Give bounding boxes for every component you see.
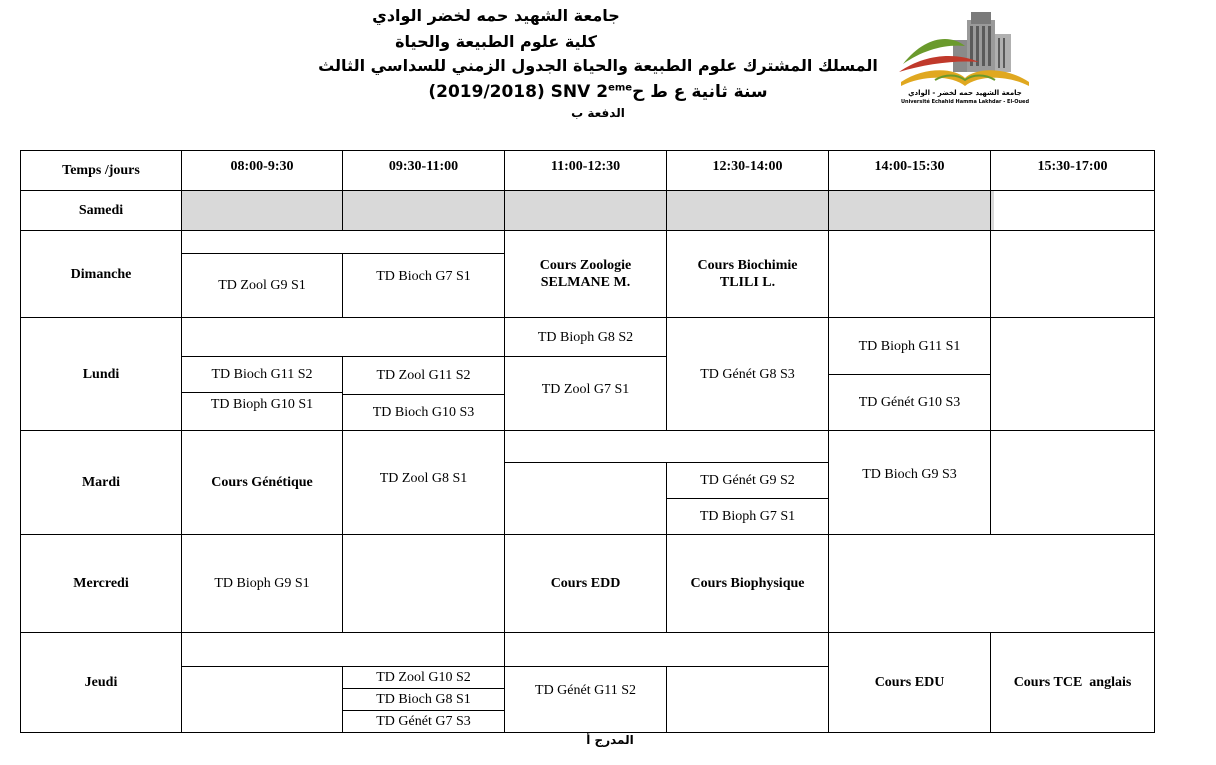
day-label-lundi: Lundi: [82, 366, 120, 382]
program-title: المسلك المشترك علوم الطبيعة والحياة الجدول الزمني للسداسي الثالث: [318, 56, 878, 75]
teacher-name: SELMANE M.: [540, 275, 631, 290]
lecture-cell: [667, 231, 828, 317]
course-title: Cours Biochimie: [697, 258, 798, 273]
grid-line: [1154, 150, 1155, 732]
faculty-name: كلية علوم الطبيعة والحياة: [395, 32, 597, 51]
time-header: 08:00-9:30: [230, 159, 294, 174]
university-logo: [895, 6, 1035, 106]
lecture-cell: Cours EDU: [874, 675, 945, 690]
session-cell: TD Bioph G8 S2: [537, 329, 634, 345]
session-cell: TD Zool G10 S2: [376, 670, 471, 685]
course-title: Cours Zoologie: [539, 258, 632, 273]
time-header: 14:00-15:30: [874, 159, 945, 174]
lecture-cell: Cours Biophysique: [690, 576, 805, 591]
session-cell: TD Zool G11 S2: [376, 368, 471, 383]
day-label-samedi: Samedi: [78, 203, 124, 218]
session-cell: TD Bioch G7 S1: [376, 269, 471, 284]
year-level: SNV 2eme: [550, 82, 633, 102]
session-cell: TD Génét G10 S3: [858, 395, 961, 410]
session-cell: TD Bioph G10 S1: [210, 396, 314, 412]
day-label-dimanche: Dimanche: [70, 266, 132, 282]
svg-text:Université Echahid Hamma Lakhd: Université Echahid Hamma Lakhdar - El-Oued: [900, 99, 1030, 105]
academic-year: (2019/2018): [428, 82, 545, 102]
session-cell: TD Génét G9 S2: [700, 473, 795, 488]
session-cell: TD Bioph G9 S1: [214, 576, 310, 591]
svg-text:جامعة الشهيد حمه لخضر - الوادي: جامعة الشهيد حمه لخضر - الوادي: [908, 89, 1022, 97]
time-header: 12:30-14:00: [712, 159, 783, 174]
session-cell: TD Zool G9 S1: [218, 278, 306, 293]
session-cell: TD Bioph G11 S1: [858, 338, 961, 354]
lecture-cell: Cours EDD: [550, 576, 621, 591]
day-label-mercredi: Mercredi: [73, 576, 129, 591]
session-cell: TD Zool G8 S1: [379, 470, 468, 486]
lecture-cell: [505, 231, 666, 317]
session-cell: TD Bioch G11 S2: [211, 367, 313, 382]
session-cell: TD Bioph G7 S1: [699, 509, 796, 524]
lecture-cell: Cours TCE anglais: [1013, 675, 1132, 690]
session-cell: TD Bioch G9 S3: [862, 466, 957, 482]
time-header: 15:30-17:00: [1037, 159, 1108, 174]
session-cell: TD Bioch G10 S3: [372, 405, 475, 420]
grid-line: [990, 150, 991, 534]
session-cell: TD Génét G11 S2: [535, 682, 636, 698]
time-header: 11:00-12:30: [550, 159, 621, 174]
corner-header: Temps /jours: [62, 163, 140, 178]
lecture-hall-label: المدرج أ: [586, 733, 634, 747]
university-name: جامعة الشهيد حمه لخضر الوادي: [372, 6, 620, 25]
year-prefix: سنة ثانية ع ط ح: [632, 82, 768, 102]
day-label-jeudi: Jeudi: [84, 675, 118, 690]
lecture-cell: Cours Génétique: [211, 475, 313, 490]
day-label-mardi: Mardi: [81, 475, 121, 490]
cohort-label: الدفعة ب: [571, 106, 625, 120]
samedi-empty-fill: [182, 191, 994, 230]
time-header: 09:30-11:00: [388, 159, 459, 174]
grid-line: [666, 666, 667, 732]
session-cell: TD Génét G8 S3: [700, 366, 795, 382]
teacher-name: TLILI L.: [719, 275, 776, 290]
session-cell: TD Bioch G8 S1: [376, 692, 471, 707]
grid-line: [20, 190, 1155, 191]
session-cell: TD Zool G7 S1: [541, 381, 630, 397]
session-cell: TD Génét G7 S3: [376, 714, 471, 729]
